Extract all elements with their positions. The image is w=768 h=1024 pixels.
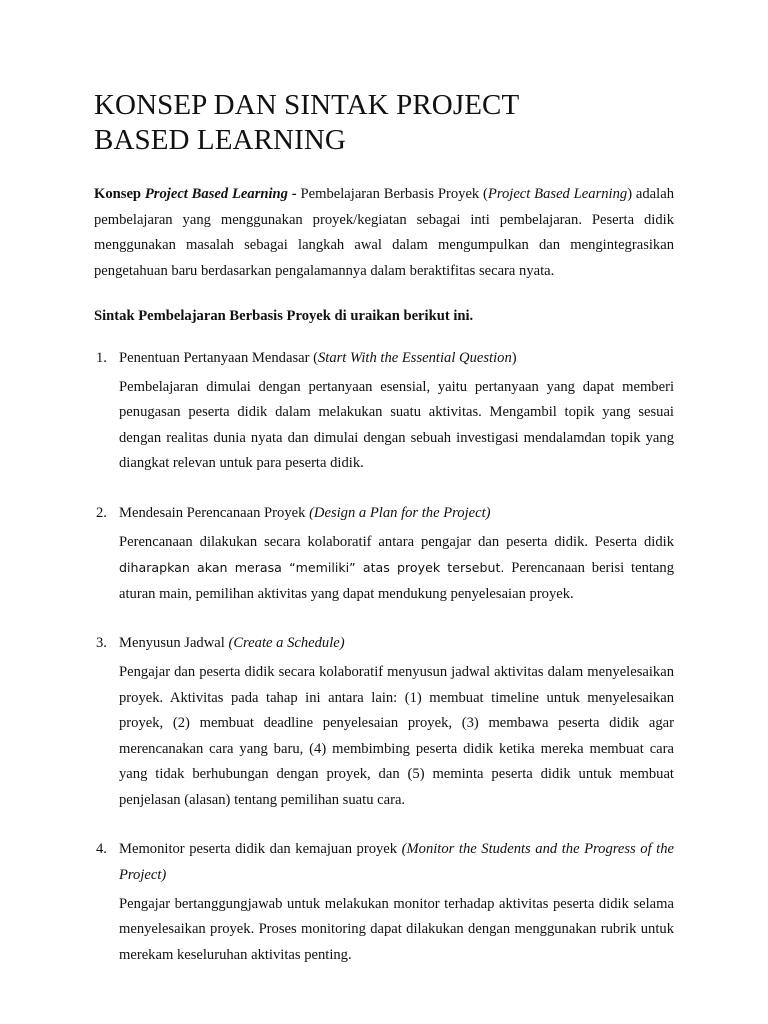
intro-text-1: Pembelajaran Berbasis Proyek (: [300, 186, 488, 202]
item-body: [119, 375, 674, 477]
intro-konsep-word: Konsep: [94, 186, 145, 202]
item-body: [119, 530, 674, 608]
list-item: [94, 346, 674, 477]
item-body: [119, 892, 674, 969]
item-number: 3.: [96, 635, 107, 652]
item-title-text: Mendesain Perencanaan Proyek: [119, 504, 310, 521]
item-title-italic: (Create a Schedule): [228, 635, 345, 652]
item-body-text: Pembelajaran dimulai dengan pertanyaan esensial, yaitu pertanyaan yang dapat memberi penugasan peserta didik dalam melakukan suatu aktivitas. Mengambil topik yang sesuai dengan realitas dunia nyata dan dimulai dengan sebuah investigasi mendalamdan topik yang diangkat relevan untuk para peserta didik.: [119, 378, 674, 472]
list-item: [94, 837, 674, 968]
page-title: [94, 88, 674, 158]
item-body-text-end: Perencanaan berisi tentang aturan main, pemilihan aktivitas yang dapat mendukung penyelesaian proyek.: [119, 560, 674, 602]
intro-paragraph: [94, 182, 674, 284]
item-number: 2.: [96, 504, 107, 521]
item-body: [119, 660, 674, 814]
item-title-italic: Start With the Essential Question: [317, 349, 512, 366]
title-line-2: BASED LEARNING: [94, 124, 346, 156]
item-title-text: Menyusun Jadwal: [119, 635, 229, 652]
intro-pbl-italic: Project Based Learning: [144, 186, 288, 202]
item-body-text: Perencanaan dilakukan secara kolaboratif antara pengajar dan peserta didik. Peserta didik: [119, 533, 674, 550]
intro-pbl-paren: Project Based Learning: [487, 186, 628, 202]
sintak-list: [94, 346, 674, 968]
item-number: 1.: [96, 349, 107, 366]
item-title-end: ): [511, 349, 517, 366]
item-title: [119, 501, 674, 527]
item-body-sans-run: diharapkan akan merasa “memiliki” atas proyek tersebut.: [119, 560, 505, 576]
item-number: 4.: [96, 841, 107, 858]
intro-text-2: ) adalah pembelajaran yang menggunakan proyek/kegiatan sebagai inti pembelajaran. Peserta didik menggunakan masalah sebagai langkah awal dalam mengumpulkan dan mengintegrasikan pengetahuan baru berdasarkan pengalamannya dalam beraktifitas secara nyata.: [94, 186, 674, 279]
item-title: [119, 837, 674, 888]
document-page: [94, 88, 674, 992]
list-item: [94, 631, 674, 813]
item-body-text: Pengajar bertanggungjawab untuk melakukan monitor terhadap aktivitas peserta didik selama menyelesaikan proyek. Proses monitoring dapat dilakukan dengan menggunakan rubrik untuk merekam keseluruhan aktivitas penting.: [119, 895, 674, 963]
item-title: [119, 631, 674, 657]
item-title: [119, 346, 674, 372]
item-title-italic: (Design a Plan for the Project): [309, 504, 491, 521]
item-body-text: Pengajar dan peserta didik secara kolaboratif menyusun jadwal aktivitas dalam menyelesaikan proyek. Aktivitas pada tahap ini antara lain: (1) membuat timeline untuk menyelesaikan proyek, (2) membuat deadline penyelesaian proyek, (3) membawa peserta didik agar merencanakan cara yang baru, (4) membimbing peserta didik ketika mereka membuat cara yang tidak berhubungan dengan proyek, dan (5) meminta peserta didik untuk membuat penjelasan (alasan) tentang pemilihan suatu cara.: [119, 663, 674, 808]
item-title-text: Penentuan Pertanyaan Mendasar (: [119, 349, 318, 366]
sintak-heading: Sintak Pembelajaran Berbasis Proyek di uraikan berikut ini.: [94, 308, 474, 325]
intro-dash: -: [287, 186, 301, 202]
title-line-1: KONSEP DAN SINTAK PROJECT: [94, 89, 520, 121]
item-title-italic: (Monitor the Students and the Progress of the Project): [119, 841, 675, 884]
list-item: [94, 501, 674, 607]
item-title-text: Memonitor peserta didik dan kemajuan proyek: [119, 841, 402, 858]
